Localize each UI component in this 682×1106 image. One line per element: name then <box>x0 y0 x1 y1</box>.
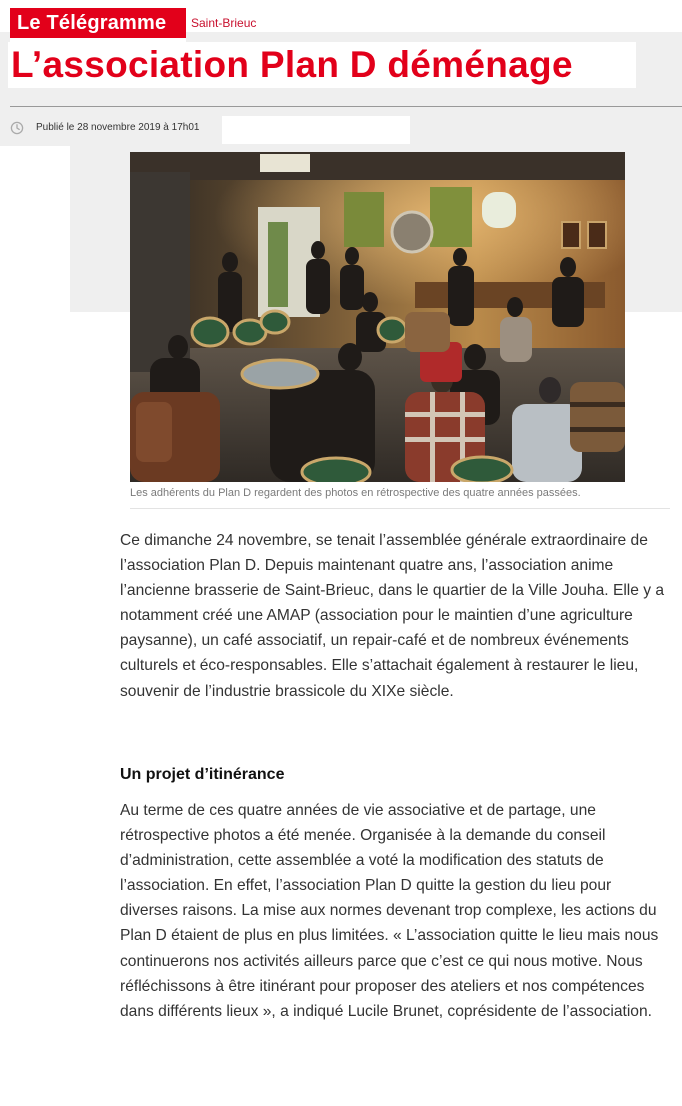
caption-divider <box>130 508 670 509</box>
article-title: L’association Plan D déménage <box>11 44 573 85</box>
image-caption: Les adhérents du Plan D regardent des photos en rétrospective des quatre années passées. <box>130 487 581 499</box>
publication-bar-blank <box>222 116 410 144</box>
site-logo[interactable]: Le Télégramme <box>10 8 186 38</box>
article-photo <box>130 152 625 482</box>
publication-date: Publié le 28 novembre 2019 à 17h01 <box>36 122 200 133</box>
title-divider <box>10 106 682 107</box>
section-link[interactable]: Saint-Brieuc <box>191 16 257 30</box>
clock-icon <box>10 121 24 135</box>
article-paragraph-1: Ce dimanche 24 novembre, se tenait l’assemblée générale extraordinaire de l’association Plan D. Depuis maintenant quatre ans, l’association anime l’ancienne brasserie de Saint-Brieuc, dans le quartier de la Ville Jouha. Elle y a notamment créé une AMAP (association pour le maintien d’une agriculture paysanne), un café associatif, un repair-café et de nombreux événements culturels et éco-responsables. Elle s’attachait également à restaurer le lieu, souvenir de l’industrie brassicole du XIXe siècle. <box>120 532 665 700</box>
article-paragraph-2: Au terme de ces quatre années de vie associative et de partage, une rétrospective photos a été menée. Organisée à la demande du conseil d’administration, cette assemblée a voté la modification des statuts de l’association. En effet, l’association Plan D quitte la gestion du lieu pour diverses raisons. La mise aux normes devenant trop complexe, les actions du Plan D étaient de plus en plus limitées. « L’association quitte le lieu mais nous continuerons nos activités ailleurs parce que c’est ce qui nous motive. Nous réfléchissons à être itinérant pour proposer des ateliers et nos compétences dans différents lieux », a indiqué Lucile Brunet, coprésidente de l’association. <box>120 802 659 1020</box>
article-subheading: Un projet d’itinérance <box>120 766 285 783</box>
cafe-gathering-illustration <box>130 152 625 482</box>
top-bar <box>190 4 660 30</box>
